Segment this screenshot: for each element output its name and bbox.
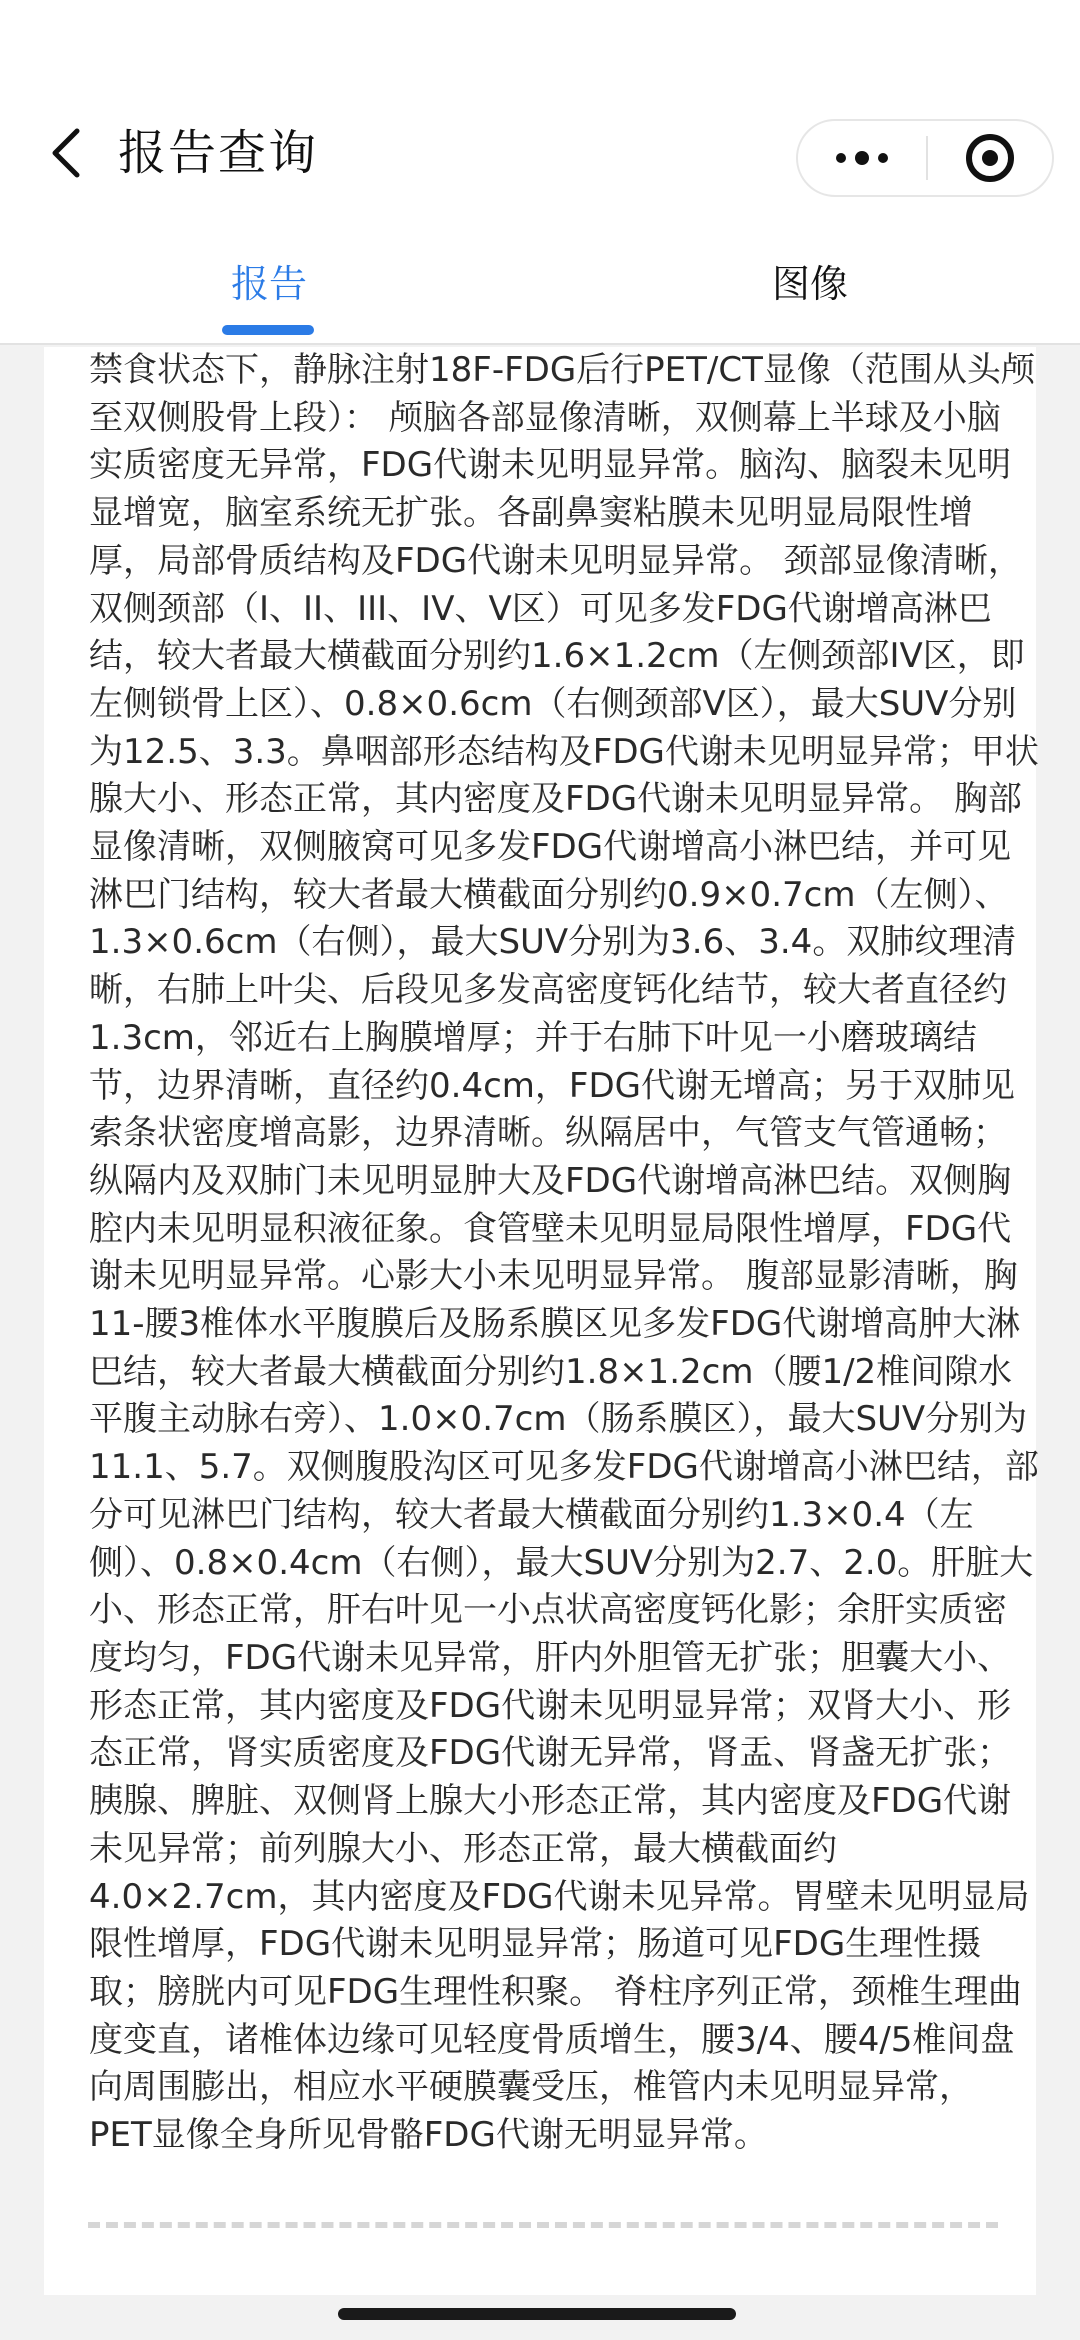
report-content-card <box>44 347 1039 2295</box>
mini-program-capsule <box>796 119 1054 197</box>
dashed-divider <box>88 2222 998 2228</box>
report-findings-text: 禁食状态下，静脉注射18F-FDG后行PET/CT显像（范围从头颅 至双侧股骨上段）： 颅脑各部显像清晰，双侧幕上半球及小脑 实质密度无异常，FDG代谢未见明显异常。脑沟、脑裂未见明 显增宽，脑室系统无扩张。各副鼻窦粘膜未见明显局限性增 厚，局部骨质结构及FDG代谢未见明显异常。 颈部显像清晰， 双侧颈部（I、II、III、IV、V区）可见多发FDG代谢增高淋巴 结，较大者最大横截面分别约1.6×1.2cm（左侧颈部IV区，即 左侧锁骨上区）、0.8×0.6cm（右侧颈部V区），最大SUV分别 为12.5、3.3。鼻咽部形态结构及FDG代谢未见明显异常；甲状 腺大小、形态正常，其内密度及FDG代谢未见明显异常。 胸部 显像清晰，双侧腋窝可见多发FDG代谢增高小淋巴结，并可见 淋巴门结构，较大者最大横截面分别约0.9×0.7cm（左侧）、 1.3×0.6cm（右侧），最大SUV分别为3.6、3.4。双肺纹理清 晰，右肺上叶尖、后段见多发高密度钙化结节，较大者直径约 1.3cm，邻近右上胸膜增厚；并于右肺下叶见一小磨玻璃结 节，边界清晰，直径约0.4cm，FDG代谢无增高；另于双肺见 索条状密度增高影，边界清晰。纵隔居中，气管支气管通畅； 纵隔内及双肺门未见明显肿大及FDG代谢增高淋巴结。双侧胸 腔内未见明显积液征象。食管壁未见明显局限性增厚，FDG代 谢未见明显异常。心影大小未见明显异常。 腹部显影清晰，胸 11-腰3椎体水平腹膜后及肠系膜区见多发FDG代谢增高肿大淋 巴结，较大者最大横截面分别约1.8×1.2cm（腰1/2椎间隙水 平腹主动脉右旁）、1.0×0.7cm（肠系膜区），最大SUV分别为 11.1、5.7。双侧腹股沟区可见多发FDG代谢增高小淋巴结，部 分可见淋巴门结构，较大者最大横截面分别约1.3×0.4（左 侧）、0.8×0.4cm（右侧），最大SUV分别为2.7、2.0。肝脏大 小、形态正常，肝右叶见一小点状高密度钙化影；余肝实质密 度均匀，FDG代谢未见异常，肝内外胆管无扩张；胆囊大小、 形态正常，其内密度及FDG代谢未见明显异常；双肾大小、形 态正常，肾实质密度及FDG代谢无异常，肾盂、肾盏无扩张； 胰腺、脾脏、双侧肾上腺大小形态正常，其内密度及FDG代谢 未见异常；前列腺大小、形态正常，最大横截面约 4.0×2.7cm，其内密度及FDG代谢未见异常。胃壁未见明显局 限性增厚，FDG代谢未见明显异常；肠道可见FDG生理性摄 取；膀胱内可见FDG生理性积聚。 脊柱序列正常，颈椎生理曲 度变直，诸椎体边缘可见轻度骨质增生，腰3/4、腰4/5椎间盘 向周围膨出，相应水平硬膜囊受压，椎管内未见明显异常， PET显像全身所见骨骼FDG代谢无明显异常。 <box>89 350 1039 2156</box>
close-miniprogram-button[interactable] <box>928 121 1052 195</box>
tab-image[interactable]: 图像 <box>771 262 848 306</box>
more-dots-icon <box>836 153 846 163</box>
back-button[interactable] <box>36 120 96 186</box>
more-dots-icon-right <box>878 153 888 163</box>
target-close-icon <box>966 134 1014 182</box>
more-button[interactable] <box>798 121 926 195</box>
page-title: 报告查询 <box>118 125 319 181</box>
chevron-left-icon <box>49 127 83 179</box>
active-tab-indicator <box>222 325 314 335</box>
home-indicator[interactable] <box>338 2308 736 2320</box>
header <box>0 0 1080 345</box>
more-dots-icon-center <box>855 151 869 165</box>
tab-report[interactable]: 报告 <box>230 262 307 306</box>
